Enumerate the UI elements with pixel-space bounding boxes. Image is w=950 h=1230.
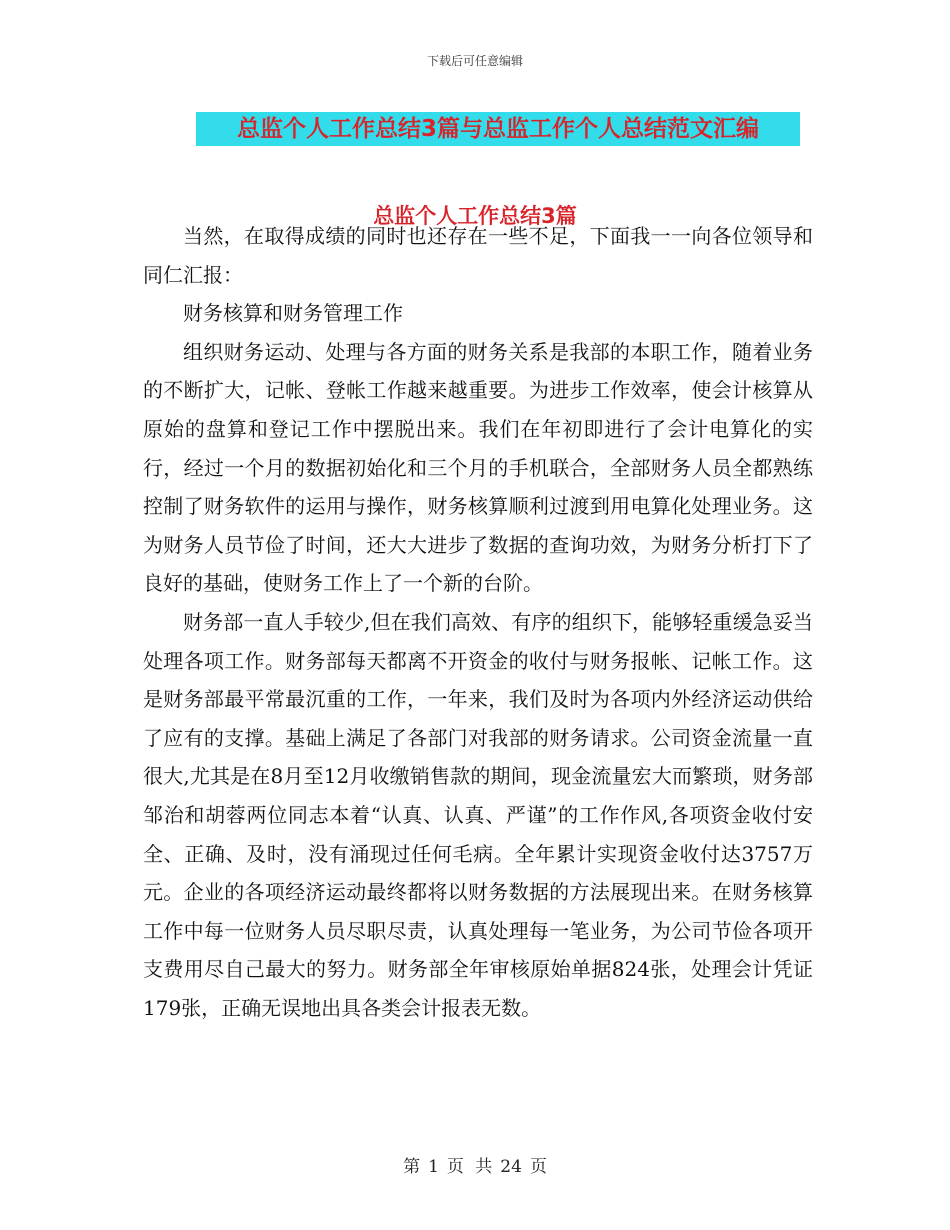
page-footer	[0, 1152, 950, 1177]
paragraph-intro: 当然，在取得成绩的同时也还存在一些不足，下面我一一向各位领导和同仁汇报：	[143, 224, 813, 287]
footer-prefix: 第	[403, 1157, 421, 1177]
footer-middle: 页 共	[446, 1157, 493, 1177]
paragraph-subheading: 财务核算和财务管理工作	[183, 301, 403, 326]
footer-suffix: 页	[529, 1157, 547, 1177]
footer-total-pages: 24	[500, 1157, 522, 1177]
section-title: 总监个人工作总结3篇	[373, 204, 577, 228]
document-body	[143, 217, 813, 1027]
main-title: 总监个人工作总结3篇与总监工作个人总结范文汇编	[236, 116, 759, 142]
paragraph-accounting: 组织财务运动、处理与各方面的财务关系是我部的本职工作，随着业务的不断扩大，记帐、登帐工作越来越重要。为进步工作效率，使会计核算从原始的盘算和登记工作中摆脱出来。我们在年初即进行了会计电算化的实行，经过一个月的数据初始化和三个月的手机联合，全部财务人员全都熟练控制了财务软件的运用与操作，财务核算顺利过渡到用电算化处理业务。这为财务人员节俭了时间，还大大进步了数据的查询功效，为财务分析打下了良好的基础，使财务工作上了一个新的台阶。	[143, 339, 813, 596]
header-note: 下载后可任意编辑	[426, 54, 523, 68]
paragraph-finance-department: 财务部一直人手较少,但在我们高效、有序的组织下，能够轻重缓急妥当处理各项工作。财务部每天都离不开资金的收付与财务报帐、记帐工作。这是财务部最平常最沉重的工作，一年来，我们及时为各项内外经济运动供给了应有的支撑。基础上满足了各部门对我部的财务请求。公司资金流量一直很大,尤其是在8月至12月收缴销售款的期间，现金流量宏大而繁琐，财务部邹治和胡蓉两位同志本着“认真、认真、严谨”的工作作风,各项资金收付安全、正确、及时，没有涌现过任何毛病。全年累计实现资金收付达3757万元。企业的各项经济运动最终都将以财务数据的方法展现出来。在财务核算工作中每一位财务人员尽职尽责，认真处理每一笔业务，为公司节俭各项开支费用尽自己最大的努力。财务部全年审核原始单据824张，处理会计凭证179张，正确无误地出具各类会计报表无数。	[143, 609, 813, 1020]
footer-current-page: 1	[428, 1157, 439, 1177]
main-title-highlight	[196, 112, 800, 146]
